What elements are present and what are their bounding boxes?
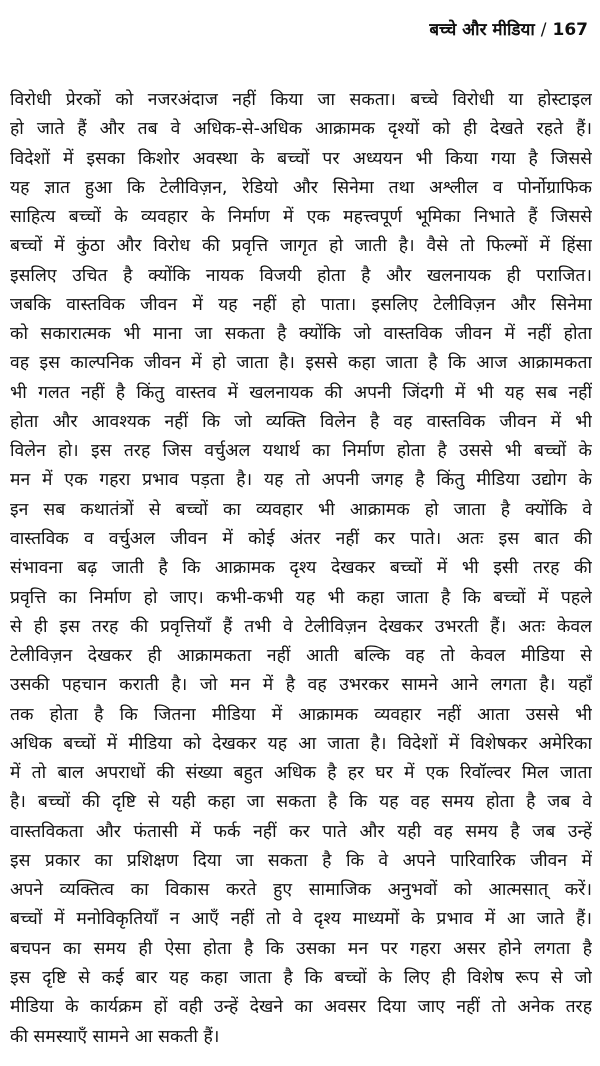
text-line: जबकि वास्तविक जीवन में यह नहीं हो पाता। इसलिए टेलीविज़न और सिनेमा [10, 294, 592, 315]
text-line: वास्तविक व वर्चुअल जीवन में कोई अंतर नहीं कर पाते। अतः इस बात की [10, 528, 592, 549]
text-line: अधिक बच्चों में मीडिया को देखकर यह आ जाता है। विदेशों में विशेषकर अमेरिका [10, 733, 592, 754]
text-line: बचपन का समय ही ऐसा होता है कि उसका मन पर गहरा असर होने लगता है [10, 938, 592, 959]
text-line: इन सब कथातंत्रों से बच्चों का व्यवहार भी आक्रामक हो जाता है क्योंकि वे [10, 499, 592, 520]
text-line: विलेन हो। इस तरह जिस वर्चुअल यथार्थ का निर्माण होता है उससे भी बच्चों के [10, 441, 592, 462]
running-title: बच्चे और मीडिया [429, 20, 535, 40]
text-line: इसलिए उचित है क्योंकि नायक विजयी होता है और खलनायक ही पराजित। [10, 265, 592, 286]
text-line: टेलीविज़न देखकर ही आक्रामकता नहीं आती बल्कि वह तो केवल मीडिया से [10, 646, 592, 667]
text-line: उसकी पहचान कराती है। जो मन में है वह उभरकर सामने आने लगता है। यहाँ [10, 675, 592, 696]
text-line: वास्तविकता और फंतासी में फर्क नहीं कर पाते और यही वह समय है जब उन्हें [10, 821, 592, 842]
text-line: इस दृष्टि से कई बार यह कहा जाता है कि बच्चों के लिए ही विशेष रूप से जो [10, 967, 592, 988]
header-separator: / [540, 20, 547, 40]
text-line: मीडिया के कार्यक्रम हों वही उन्हें देखने का अवसर दिया जाए नहीं तो अनेक तरह [10, 997, 592, 1018]
text-line: में तो बाल अपराधों की संख्या बहुत अधिक है हर घर में एक रिवॉल्वर मिल जाता [10, 763, 592, 784]
body-paragraph [10, 86, 592, 1052]
text-line: को सकारात्मक भी माना जा सकता है क्योंकि जो वास्तविक जीवन में नहीं होता [10, 324, 592, 345]
running-header [429, 17, 588, 40]
text-line: वह इस काल्पनिक जीवन में हो जाता है। इससे कहा जाता है कि आज आक्रामकता [10, 353, 592, 374]
text-line: बच्चों में कुंठा और विरोध की प्रवृत्ति जागृत हो जाती है। वैसे तो फिल्मों में हिंसा [10, 236, 592, 257]
text-line: भी गलत नहीं है किंतु वास्तव में खलनायक की अपनी जिंदगी में भी यह सब नहीं [10, 382, 592, 403]
text-line: यह ज्ञात हुआ कि टेलीविज़न, रेडियो और सिनेमा तथा अश्लील व पोर्नोग्राफिक [10, 177, 592, 198]
page-number: 167 [552, 20, 588, 40]
text-line: संभावना बढ़ जाती है कि आक्रामक दृश्य देखकर बच्चों में भी इसी तरह की [10, 558, 592, 579]
text-line: तक होता है कि जितना मीडिया में आक्रामक व्यवहार नहीं आता उससे भी [10, 704, 592, 725]
text-line: विरोधी प्रेरकों को नजरअंदाज नहीं किया जा सकता। बच्चे विरोधी या होस्टाइल [10, 90, 592, 110]
text-line: साहित्य बच्चों के व्यवहार के निर्माण में एक महत्त्वपूर्ण भूमिका निभाते हैं जिससे [10, 207, 592, 228]
text-line: प्रवृत्ति का निर्माण हो जाए। कभी-कभी यह भी कहा जाता है कि बच्चों में पहले [10, 587, 592, 608]
text-line: बच्चों में मनोविकृतियाँ न आएँ नहीं तो वे दृश्य माध्यमों के प्रभाव में आ जाते हैं। [10, 909, 592, 930]
text-line: हो जाते हैं और तब वे अधिक-से-अधिक आक्रामक दृश्यों को ही देखते रहते हैं। [10, 119, 592, 140]
text-line: होता और आवश्यक नहीं कि जो व्यक्ति विलेन है वह वास्तविक जीवन में भी [10, 411, 592, 432]
text-line: मन में एक गहरा प्रभाव पड़ता है। यह तो अपनी जगह है किंतु मीडिया उद्योग के [10, 470, 592, 491]
text-line: अपने व्यक्तित्व का विकास करते हुए सामाजिक अनुभवों को आत्मसात् करें। [10, 880, 592, 901]
text-line: इस प्रकार का प्रशिक्षण दिया जा सकता है कि वे अपने पारिवारिक जीवन में [10, 850, 592, 871]
text-line: विदेशों में इसका किशोर अवस्था के बच्चों पर अध्ययन भी किया गया है जिससे [10, 148, 592, 169]
text-line: से ही इस तरह की प्रवृत्तियाँ हैं तभी वे टेलीविज़न देखकर उभरती हैं। अतः केवल [10, 616, 592, 637]
text-line: की समस्याएँ सामने आ सकती हैं। [10, 1026, 220, 1047]
text-line: है। बच्चों की दृष्टि से यही कहा जा सकता है कि यह वह समय होता है जब वे [10, 792, 592, 813]
